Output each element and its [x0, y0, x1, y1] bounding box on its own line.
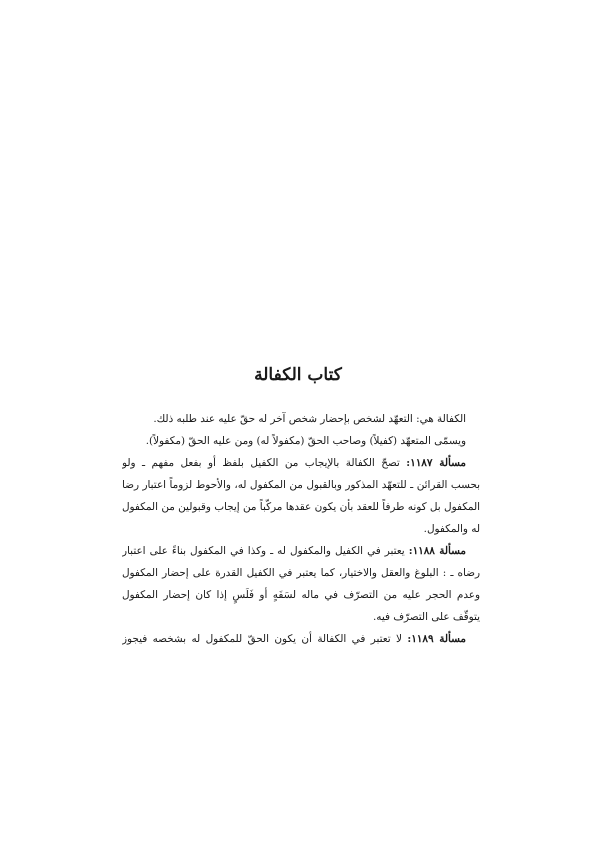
text-line [122, 518, 480, 540]
text-line [122, 606, 480, 628]
issue-number-label: مسألة ١١٨٧: [406, 457, 466, 469]
line-text: المكفول بل كونه طرفاً للعقد بأن يكون عقدها مركّباً من إيجاب وقبولين من المكفول [122, 501, 480, 513]
issue-number-label: مسألة ١١٨٨: [408, 545, 466, 557]
text-line [122, 584, 480, 606]
text-line [122, 452, 480, 474]
line-text: له والمكفول. [423, 523, 480, 535]
line-text: رضاه ـ : البلوغ والعقل والاختيار، كما يعتبر في الكفيل القدرة على إحضار المكفول [122, 567, 480, 579]
text-line [122, 540, 480, 562]
text-line [122, 474, 480, 496]
chapter-title: كتاب الكفالة [254, 365, 342, 385]
text-line [122, 408, 480, 430]
line-text: وعدم الحجر عليه من التصرّف في ماله لسَفَهٍ أو فَلَسٍ إذا كان إحضار المكفول [122, 589, 480, 601]
text-line [122, 562, 480, 584]
text-line [122, 430, 480, 452]
line-text: ويسمّى المتعهّد (كفيلاً) وصاحب الحقّ (مكفولاً له) ومن عليه الحقّ (مكفولاً). [145, 435, 466, 447]
text-line [122, 628, 480, 650]
line-text: تصحّ الكفالة بالإيجاب من الكفيل بلفظ أو بفعل مفهم ـ ولو [122, 457, 407, 469]
body-text [122, 408, 480, 650]
line-text: يعتبر في الكفيل والمكفول له ـ وكذا في المكفول بناءً على اعتبار [122, 545, 409, 557]
line-text: الكفالة هي: التعهّد لشخص بإحضار شخص آخر له حقّ عليه عند طلبه ذلك. [153, 413, 466, 425]
line-text: بحسب القرائن ـ للتعهّد المذكور وبالقبول من المكفول له، والأحوط لزوماً اعتبار رضا [122, 479, 480, 491]
line-text: لا تعتبر في الكفالة أن يكون الحقّ للمكفول له بشخصه فيجوز [122, 633, 408, 645]
text-line [122, 496, 480, 518]
line-text: يتوقّف على التصرّف فيه. [372, 611, 480, 623]
issue-number-label: مسألة ١١٨٩: [407, 633, 466, 645]
